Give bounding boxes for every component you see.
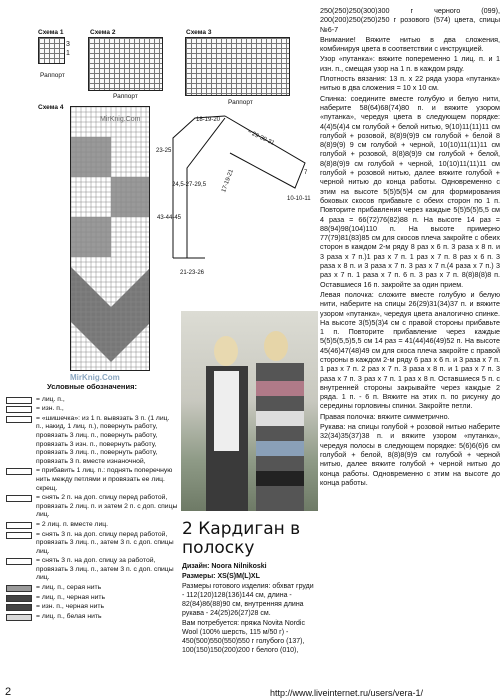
para-left-front: Левая полочка: сложите вместе голубую и белую нити, наберите на спицы 26(29)31(34)37 п. и вяжите узором «путанка», чередуя цвета аналогично спинке. На высоте 3(5)5(3)4 см с правой стороны прибавьте 1 п. Повторите прибавление через каждые 5(5)5(5,5)5,5 см 14 раз = 41(44)46(49)52 п. На высоте 45(46)47(48)49 см для скоса плеча закройте с правой стороны в каждом 2-м ряду 6 раз х 6 п. и 3 раза х 7 п. 1 раз х 7 п. 2 раз х 7 п. 3 раза х 8 п. и 1 раз х 7 п. 3 раза х 7 п. 3 раз х 7 п. 1 раз х 8 п. Оставшиеся 5 п. с внутренней стороны закрывайте через каждые 2 ряда. 1 п. - 6 п. Вяжите на этих п. по рисунку до середины горловины спинки. Закройте петли. [320,289,500,411]
legend-item: = «шишечка»: из 1 п. вывязать 3 п. (1 лиц. п., накид, 1 лиц. п.), повернуть работу, провязать 3 лиц. п., повернуть работу, провязать 3 изн. п., повернуть работу, провязать 3 лиц. п., повернуть работу, провязать 3 п. вместе изнаночной, [6,415,178,467]
para-gauge: Плотность вязания: 13 п. х 22 ряда узора «путанка» нитью в два сложения = 10 х 10 см. [320,74,500,93]
measure-9: 7 [304,170,308,176]
legend-item: = снять 3 п. на доп. спицу за работой, провязать 3 лиц. п., затем 3 п. с доп. спицы лиц. [6,557,178,583]
measure-8: 10-10-11 [287,196,311,202]
legend-item: = 2 лиц. п. вместе лиц. [6,521,178,530]
chart-1-grid [38,37,65,64]
legend-item: = снять 3 п. на доп. спицу перед работой, провязать 3 лиц. п., затем 3 п. с доп. спицы лиц. [6,531,178,557]
para-sleeves: Рукава: на спицы голубой + розовой нитью наберите 32(34)35(37)38 п. и вяжите узором «путанка», чередуя полосы в следующем порядке: 5(6)6(6)6 см голубой + белой, 8(8)8(9)9 см голубой + черной нитью, далее вяжите голубой + черной нитью до конца работы. Одновременно с этим на высоте до конца работы. [320,422,500,487]
footer-url[interactable]: http://www.liveinternet.ru/users/vera-1/ [270,688,424,698]
para-right-front: Правая полочка: вяжите симметрично. [320,411,450,421]
legend-item: = лиц. п., [6,396,178,405]
chart-2-grid [88,37,163,91]
chart-4-label: Схема 4 [38,104,64,111]
legend-item: = лиц. п., белая нить [6,613,178,622]
site-logo: MirKnig.Com [70,373,120,382]
chart-1-rapport: Раппорт [40,72,65,79]
chart-4-pattern [71,107,150,371]
measure-7: 21-23-26 [180,270,205,276]
para-attention: Внимание! Вяжите нитью в два сложения, комбинируя цвета в соответствии с инструкцией. [320,34,500,54]
legend-item: = изн. п., черная нить [6,603,178,612]
chart-3-rapport: Раппорт [228,99,253,106]
measure-3: ~ 29-30-31 [246,129,276,147]
chart-3-label: Схема 3 [186,29,212,36]
chart-3-grid [185,37,290,96]
measure-1: 18-19-20 [196,117,221,123]
instructions-column [320,6,500,488]
legend-item: = изн. п., [6,405,178,414]
chart-1-label: Схема 1 [38,29,64,36]
legend-item: = прибавить 1 лиц. п.: поднять поперечную нить между петлями и провязать ее лиц. скрещ. [6,467,178,493]
photo-illustration [181,311,318,511]
page-number: 2 [5,686,12,698]
chart-1-row-numbers: 3 1 [66,41,70,57]
legend [6,383,178,622]
measure-2: 17-19-21 [221,168,235,194]
para-yarn-cont: 250(250)250(300)300 г черного (099), 200(200)250(250)250 г розового (574) цвета, спицы №6-7 [320,6,500,34]
legend-title: Условные обозначения: [47,382,137,391]
para-pattern: Узор «путанка»: вяжите попеременно 1 лиц. п. и 1 изн. п., смещая узор на 1 п. в каждом ряду. [320,54,500,73]
chart-4-grid [70,106,150,371]
design-credit: Дизайн: Noora Nilnikoski [182,563,267,570]
measure-5: 24,5-27-29,5 [172,182,207,188]
legend-item: = снять 2 п. на доп. спицу перед работой, провязать 2 лиц. п. и затем 2 п. с доп. спицы лиц. [6,494,178,520]
measure-4: 23-25 [156,148,172,154]
legend-item: = лиц. п., серая нить [6,584,178,593]
chart-2-rapport: Раппорт [113,93,138,100]
sizes: Размеры: XS(S)M(L)XL [182,573,260,580]
materials: Вам потребуется: пряжа Novita Nordic Wool (100% шерсть, 115 м/50 г) - 450(500)550(550)550 г голубого (137), 100(150)150(200)200 г белого (010), [182,620,305,654]
para-back: Спинка: соедините вместе голубую и белую нити, наберите 58(64)68(74)80 п. и вяжите узором «путанка», чередуя цвета в следующем порядке: 4(4)5(4)4 см голубой + белой нитью, 9(10)11(11)11 см голубой + розовой, 8(8)9(9)9 см голубой + белой 8 8(8)9(9) 9 см голубой + черной, 10(10)11(11)11 см голубой + розовой, 8(8)8(9)9 см голубой + белой, 8(8)8(9)9 см голубой + черной, 10(10)11(11)11 см голубой + розовой нитью, далее вяжите голубой + черной нитью до конца работы. Одновременно с этим на высоте 5(5)5(5)4 см для формирования боковых скосов прибавьте с обеих сторон по 1 п. Повторите прибавления через каждые 5(5)5(5)5,5 см 4 раза = 66(72)76(82)88 п. На высоте 14 раз = 88(94)98(104)110 п. На высоте примерно 77(79)81(83)85 см для скосов плеча закройте с обеих сторон в каждом 2-м ряду 8 раз х 6 п. 3 раза х 8 п. и 3 раза х 7 п.)1 раз х 7 п. 1 раз х 7 п. 8 раз х 6 п. 3 раза х 8 п. и 3 раза х 7 п. 3 раз х 7 п.(4 раза х 7 п.) 3 раз х 7 п. 1 раза х 7 п. 6 п. 3 раз х 7 п. 8(8)8(8)8 п. Оставшиеся 16 п. закройте за один прием. [320,93,500,289]
site-watermark: MirKnig.Com [100,116,141,123]
finished-sizes: Размеры готового изделия: обхват груди - 112(120)128(136)144 см, длина - 82(84)86(88)90 см, внутренняя длина рукава - 24(25)26(27)28 см. [182,583,314,617]
legend-item: = лиц. п., черная нить [6,594,178,603]
article-title: 2 Кардиган в полоску [182,519,301,558]
model-photo [181,311,318,511]
chart-2-label: Схема 2 [90,29,116,36]
measure-6: 43-44-45 [157,215,182,221]
article-info [182,520,314,656]
